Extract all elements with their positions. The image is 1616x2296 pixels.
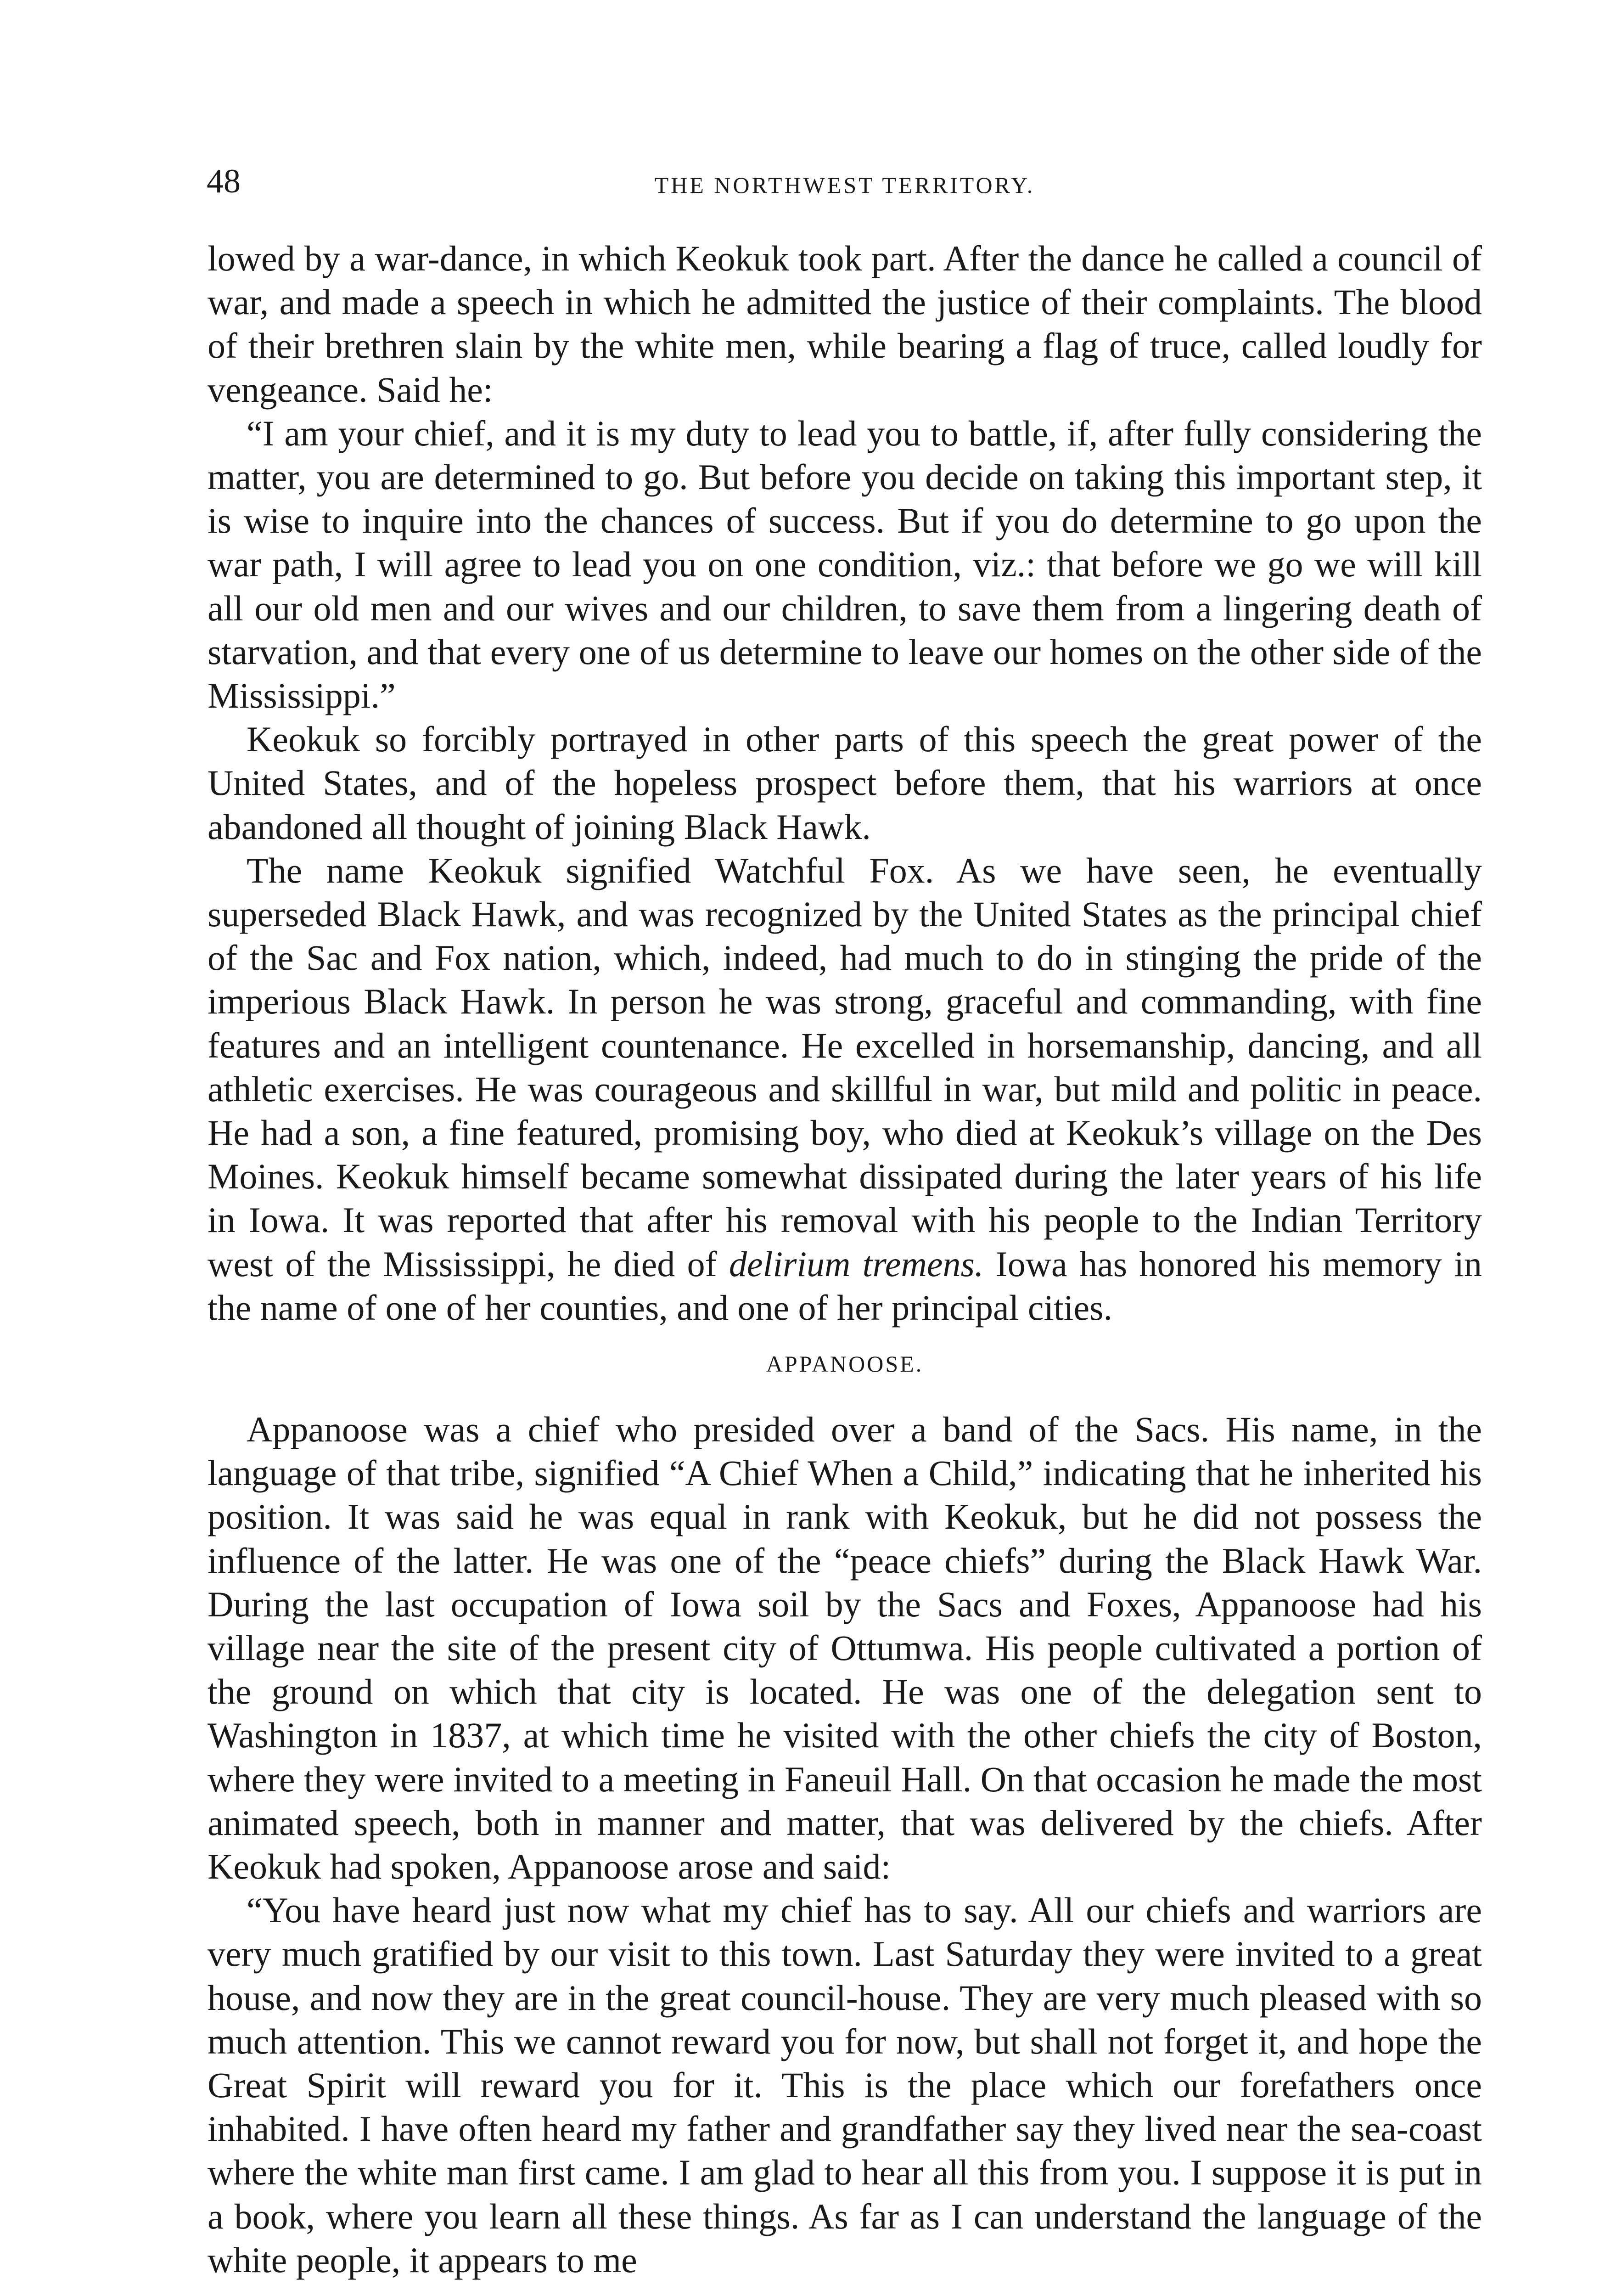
page-header [207, 158, 1483, 214]
keokuk-speech-quote: “I am your chief, and it is my duty to lead you to battle, if, after fully considering the matter, you are determined to go. But before you decide on taking this important step, it is wise to inquire into the chances of success. But if you do determine to go upon the war path, I will agree to lead you on one condition, viz.: that before we go we will kill all our old men and our wives and our children, to save them from a lingering death of starvation, and that every one of us determine to leave our homes on the other side of the Mississippi.” [208, 413, 1482, 716]
keokuk-section [208, 236, 1482, 1329]
paragraph: Keokuk so forcibly portrayed in other parts of this speech the great power of the United States, and of the hopeless prospect before them, that his warriors at once abandoned all thought of joining Black Hawk. [208, 719, 1482, 847]
paragraph-keokuk-biography [208, 849, 1482, 1329]
appanoose-section [208, 1407, 1482, 2282]
appanoose-speech-quote: “You have heard just now what my chief has to say. All our chiefs and warriors are very much gratified by our visit to this town. Last Saturday they were invited to a great house, and now they are in the great council-house. They are very much pleased with so much attention. This we cannot reward you for now, but shall not forget it, and hope the Great Spirit will reward you for it. This is the place which our forefathers once inhabited. I have often heard my father and grandfather say they lived near the sea-coast where the white man first came. I am glad to hear all this from you. I suppose it is put in a book, where you learn all these things. As far as I can understand the language of the white people, it appears to me [208, 1890, 1482, 2280]
text-run: The name Keokuk signified Watchful Fox. As we have seen, he eventually superseded Black Hawk, and was recognized by the United States as the principal chief of the Sac and Fox nation, which, indeed, had much to do in stinging the pride of the imperious Black Hawk. In person he was strong, graceful and commanding, with fine features and an intelligent countenance. He excelled in horsemanship, dancing, and all athletic exercises. He was courageous and skillful in war, but mild and politic in peace. He had a son, a fine featured, promising boy, who died at Keokuk’s village on the Des Moines. Keokuk himself became somewhat dissipated during the later years of his life in Iowa. It was reported that after his removal with his people to the Indian Territory west of the Mississippi, he died of [208, 850, 1482, 1284]
text-run: Iowa has honored his memory in the name of one of her counties, and one of her principal cities. [208, 1244, 1482, 1328]
paragraph: Appanoose was a chief who presided over a band of the Sacs. His name, in the language of that tribe, signified “A Chief When a Child,” indicating that he inherited his position. It was said he was equal in rank with Keokuk, but he did not possess the influence of the latter. He was one of the “peace chiefs” during the Black Hawk War. During the last occupation of Iowa soil by the Sacs and Foxes, Appanoose had his village near the site of the present city of Ottumwa. His people cultivated a portion of the ground on which that city is located. He was one of the delegation sent to Washington in 1837, at which time he visited with the other chiefs the city of Boston, where they were invited to a meeting in Faneuil Hall. On that occasion he made the most animated speech, both in manner and matter, that was delivered by the chiefs. After Keokuk had spoken, Appanoose arose and said: [208, 1409, 1482, 1887]
paragraph-continued: lowed by a war-dance, in which Keokuk took part. After the dance he called a council of war, and made a speech in which he admitted the justice of their complaints. The blood of their brethren slain by the white men, while bearing a flag of truce, called loudly for vengeance. Said he: [208, 238, 1482, 410]
section-heading-appanoose: APPANOOSE. [766, 1351, 924, 1377]
running-title: THE NORTHWEST TERRITORY. [654, 172, 1035, 198]
page-number: 48 [207, 163, 241, 200]
italic-text: delirium tremens. [729, 1244, 984, 1284]
